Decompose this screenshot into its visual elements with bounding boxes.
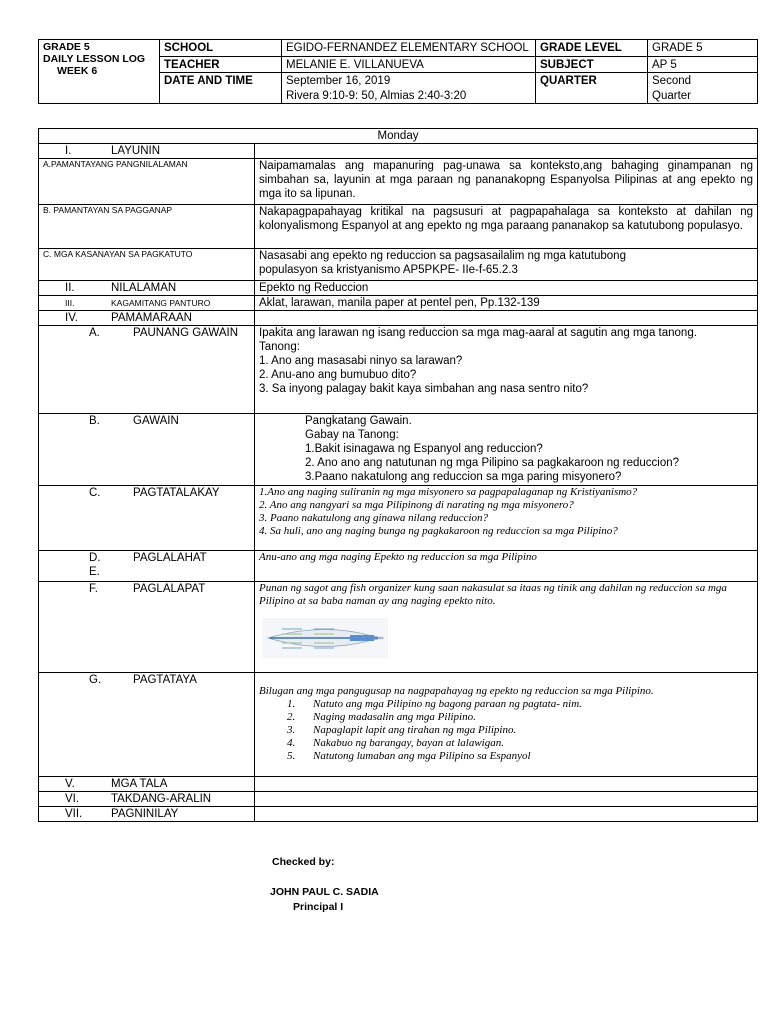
pagtataya-num: G. (89, 674, 102, 686)
header-log-title: DAILY LESSON LOG (43, 53, 146, 65)
gawain-line: 3.Paano nakatulong ang reduccion sa mga paring misyonero? (305, 471, 622, 483)
header-left-block (39, 40, 160, 104)
paglalapat-content (255, 582, 758, 673)
gawain-line: 2. Ano ano ang natutunan ng mga Pilipino sa pagkakaroon ng reduccion? (305, 457, 680, 469)
pagtatalakay-text: PAGTATALAKAY (133, 487, 220, 499)
pagtataya-intro: Bilugan ang mga pangugusap na nagpapahayag ng epekto ng reduccion sa mga Pilipino. (259, 685, 654, 697)
pagtataya-list (259, 698, 753, 763)
paglalahat-label (39, 551, 255, 582)
pagtatalakay-label (39, 486, 255, 551)
pagtatalakay-num: C. (89, 487, 101, 499)
teacher-label: TEACHER (160, 56, 282, 73)
subject-label: SUBJECT (536, 56, 648, 73)
time-line: Rivera 9:10-9: 50, Almias 2:40-3:20 (286, 89, 467, 102)
day-header: Monday (39, 129, 758, 144)
pagtatalakay-line: 1.Ano ang naging suliranin ng mga misyonero sa pagpapalaganap ng Kristiyanismo? (259, 486, 638, 498)
mga-tala-text: MGA TALA (111, 778, 168, 790)
pagninilay-text: PAGNINILAY (111, 808, 179, 820)
gawain-text: GAWAIN (133, 415, 179, 427)
kasanayan-line-2: populasyon sa kristyanismo AP5PKPE- IIe-f-65.2.3 (259, 264, 518, 276)
principal-name: JOHN PAUL C. SADIA (270, 886, 379, 898)
kasanayan-label: C. MGA KASANAYAN SA PAGKATUTO (39, 249, 255, 281)
paunang-gawain-line: 2. Anu-ano ang bumubuo dito? (259, 369, 417, 381)
date-line: September 16, 2019 (286, 75, 391, 87)
takdang-aralin-label (39, 792, 255, 807)
paglalahat-num: D. (89, 552, 101, 564)
pamamaraan-num: IV. (65, 312, 79, 324)
pamantayan-sa-pagganap-text: Nakapagpapahayag kritikal na pagsusuri at pagpapahalaga sa konteksto at dahilan ng kolonyalismong Espanyol at ang epekto ng mga paraang pananakop sa katutubong populasyo. (255, 205, 758, 249)
gawain-line: Gabay na Tanong: (305, 429, 399, 441)
paunang-gawain-line: Ipakita ang larawan ng isang reduccion sa mga mag-aaral at sagutin ang mga tanong. (259, 327, 697, 339)
paglalapat-instructions: Punan ng sagot ang fish organizer kung saan nakasulat sa itaas ng tinik ang dahilan ng reduccion sa mga Pilipino at sa baba naman ay ang naging epekto nito. (259, 582, 727, 607)
pagtataya-text: PAGTATAYA (133, 674, 197, 686)
header-table (38, 39, 758, 104)
grade-level-label: GRADE LEVEL (536, 40, 648, 57)
quarter-value (648, 73, 758, 104)
paunang-gawain-line: 3. Sa inyong palagay bakit kaya simbahan ang nasa sentro nito? (259, 383, 589, 395)
paunang-gawain-line: 1. Ano ang masasabi ninyo sa larawan? (259, 355, 463, 367)
teacher-value: MELANIE E. VILLANUEVA (282, 56, 536, 73)
nilalaman-label (39, 281, 255, 296)
kagamitan-text: KAGAMITANG PANTURO (111, 298, 211, 308)
nilalaman-text: NILALAMAN (111, 282, 177, 294)
pagtataya-label (39, 673, 255, 777)
paunang-gawain-label (39, 326, 255, 414)
layunin-num: I. (65, 145, 72, 157)
pamamaraan-text: PAMAMARAAN (111, 312, 192, 324)
takdang-aralin-content (255, 792, 758, 807)
list-item: 2. Naging madasalin ang mga Pilipino. (287, 711, 476, 723)
mga-tala-label (39, 777, 255, 792)
pagtatalakay-line: 4. Sa huli, ano ang naging bunga ng pagkakaroon ng reduccion sa mga Pilipino? (259, 525, 618, 537)
paglalahat-num-e: E. (89, 566, 100, 578)
pamamaraan-label (39, 311, 255, 326)
list-item: 4. Nakabuo ng barangay, bayan at lalawigan. (287, 737, 504, 749)
mga-tala-num: V. (65, 778, 75, 790)
lesson-plan-table (38, 128, 758, 822)
paunang-gawain-num: A. (89, 327, 100, 339)
header-grade: GRADE 5 (43, 41, 90, 53)
quarter-line-2: Quarter (652, 89, 691, 102)
gawain-line: Pangkatang Gawain. (305, 415, 412, 427)
gawain-label (39, 414, 255, 486)
pagtatalakay-content (255, 486, 758, 551)
principal-title: Principal I (293, 901, 344, 913)
layunin-content (255, 144, 758, 159)
pamantayan-sa-pagganap-label: B. PAMANTAYAN SA PAGGANAP (39, 205, 255, 249)
pagninilay-num: VII. (65, 808, 83, 820)
quarter-line-1: Second (652, 75, 692, 87)
layunin-text: LAYUNIN (111, 145, 160, 157)
pagtataya-content (255, 673, 758, 777)
pagtatalakay-line: 2. Ano ang nangyari sa mga Pilipinong di narating ng mga misyonero? (259, 499, 574, 511)
list-item: 1. Natuto ang mga Pilipino ng bagong paraan ng pagtata- nim. (287, 698, 582, 710)
school-label: SCHOOL (160, 40, 282, 57)
layunin-label (39, 144, 255, 159)
nilalaman-content: Epekto ng Reduccion (255, 281, 758, 296)
takdang-aralin-num: VI. (65, 793, 80, 805)
paglalahat-text: PAGLALAHAT (133, 552, 207, 564)
checked-by-label: Checked by: (272, 856, 335, 868)
date-label: DATE AND TIME (160, 73, 282, 104)
gawain-content (255, 414, 758, 486)
pamantayang-pangnilalaman-label: A.PAMANTAYANG PANGNILALAMAN (39, 159, 255, 205)
mga-tala-content (255, 777, 758, 792)
date-value (282, 73, 536, 104)
gawain-num: B. (89, 415, 100, 427)
list-item: 3. Napaglapit lapit ang tirahan ng mga Pilipino. (287, 724, 517, 736)
quarter-label: QUARTER (536, 73, 648, 104)
pagninilay-content (255, 807, 758, 822)
kasanayan-text (255, 249, 758, 281)
nilalaman-num: II. (65, 282, 75, 294)
paunang-gawain-line: Tanong: (259, 341, 300, 353)
pamantayang-pangnilalaman-text: Naipamamalas ang mapanuring pag-unawa sa konteksto,ang bahaging ginampanan ng simbahan sa, layunin at mga paraan ng pananakopng Espanyolsa Pilipinas at ang epekto ng mga ito sa lipunan. (255, 159, 758, 205)
list-item: 5. Natutong lumaban ang mga Pilipino sa Espanyol (287, 750, 531, 762)
kagamitan-label (39, 296, 255, 311)
paglalapat-text: PAGLALAPAT (133, 583, 206, 595)
pagtatalakay-line: 3. Paano nakatulong ang ginawa nilang reduccion? (259, 512, 489, 524)
gawain-line: 1.Bakit isinagawa ng Espanyol ang reduccion? (305, 443, 543, 455)
grade-level-value: GRADE 5 (648, 40, 758, 57)
kasanayan-line-1: Nasasabi ang epekto ng reduccion sa pagsasailalim ng mga katutubong (259, 250, 626, 262)
paglalapat-label (39, 582, 255, 673)
pamamaraan-content (255, 311, 758, 326)
paglalahat-content: Anu-ano ang mga naging Epekto ng reduccion sa mga Pilipino (255, 551, 758, 582)
takdang-aralin-text: TAKDANG-ARALIN (111, 793, 212, 805)
kagamitan-num: III. (65, 298, 75, 308)
kagamitan-content: Aklat, larawan, manila paper at pentel pen, Pp.132-139 (255, 296, 758, 311)
subject-value: AP 5 (648, 56, 758, 73)
paunang-gawain-content (255, 326, 758, 414)
school-value: EGIDO-FERNANDEZ ELEMENTARY SCHOOL (282, 40, 536, 57)
header-week: WEEK 6 (57, 65, 98, 77)
paglalapat-num: F. (89, 583, 98, 595)
fish-bone-diagram-icon (262, 618, 388, 658)
paunang-gawain-text: PAUNANG GAWAIN (133, 327, 238, 339)
pagninilay-label (39, 807, 255, 822)
